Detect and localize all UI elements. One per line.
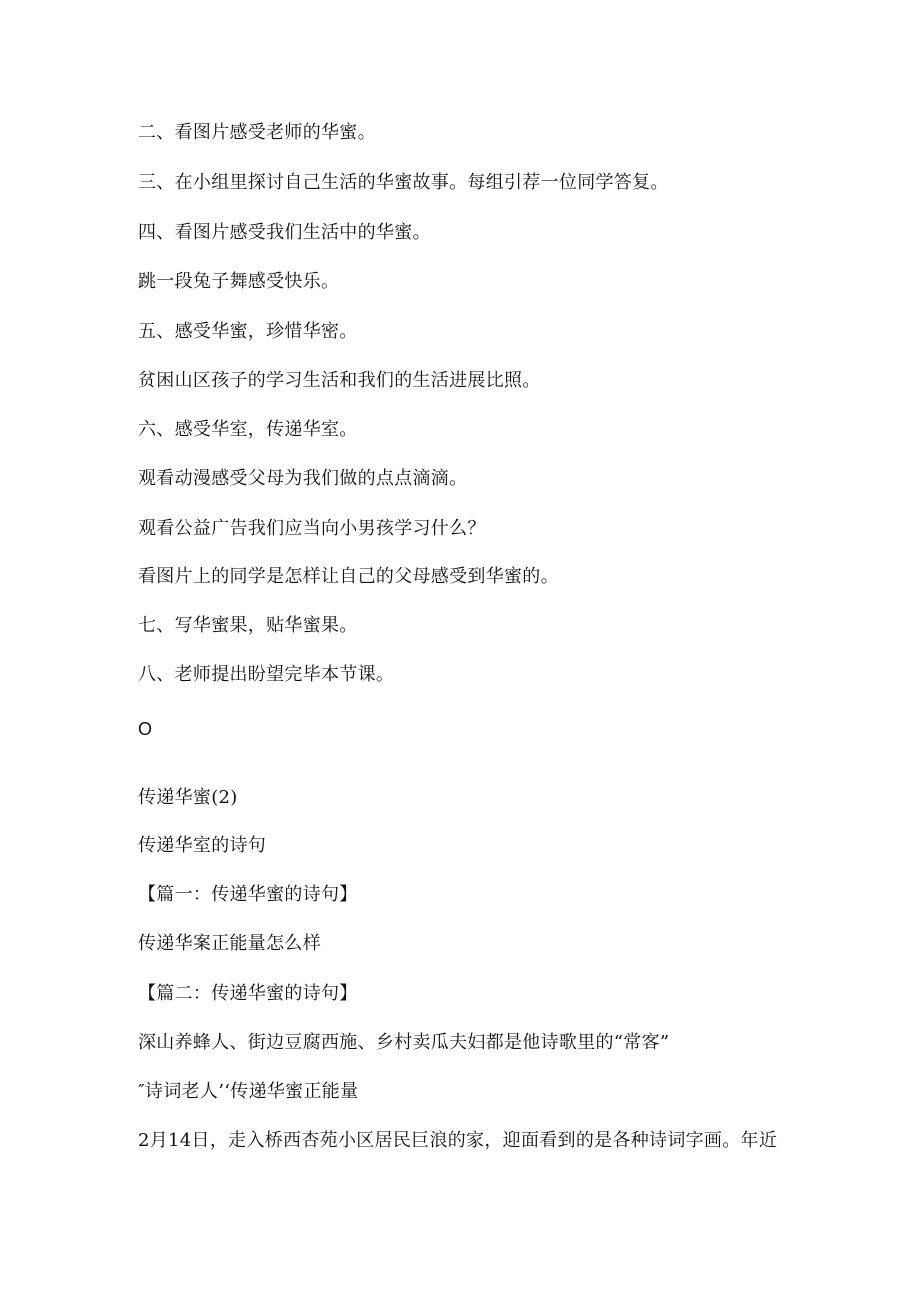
text-line: 八、老师提出盼望完毕本节课。 (138, 664, 395, 685)
text-line: ″诗词老人’‘传递华蜜正能量 (138, 1081, 359, 1102)
text-line: 看图片上的同学是怎样让自己的父母感受到华蜜的。 (138, 566, 559, 587)
text-line: 传递华案正能量怎么样 (138, 933, 321, 954)
text-line: 传递华室的诗句 (138, 835, 267, 856)
text-line: 五、感受华蜜，珍惜华密。 (138, 321, 358, 342)
text-line: 2月14日，走入桥西杏苑小区居民巨浪的家，迎面看到的是各种诗词字画。年近 (138, 1130, 778, 1151)
text-line: 三、在小组里探讨自己生活的华蜜故事。每组引荐一位同学答复。 (138, 172, 669, 193)
text-line: 深山养蜂人、街边豆腐西施、乡村卖瓜夫妇都是他诗歌里的“常客” (138, 1032, 670, 1053)
text-line: 贫困山区孩子的学习生活和我们的生活进展比照。 (138, 370, 541, 391)
text-line: 六、感受华室，传递华室。 (138, 419, 358, 440)
text-line: 跳一段兔子舞感受快乐。 (138, 271, 340, 292)
text-line: 观看公益广告我们应当向小男孩学习什么？ (138, 518, 486, 539)
text-line: 观看动漫感受父母为我们做的点点滴滴。 (138, 468, 468, 489)
text-line: O (138, 719, 153, 739)
article-heading: 【篇二：传递华蜜的诗句】 (138, 983, 358, 1004)
section-heading: 传递华蜜(2) (138, 787, 238, 808)
text-line: 四、看图片感受我们生活中的华蜜。 (138, 222, 431, 243)
article-heading: 【篇一：传递华蜜的诗句】 (138, 884, 358, 905)
text-line: 七、写华蜜果，贴华蜜果。 (138, 615, 358, 636)
text-line: 二、看图片感受老师的华蜜。 (138, 122, 376, 143)
